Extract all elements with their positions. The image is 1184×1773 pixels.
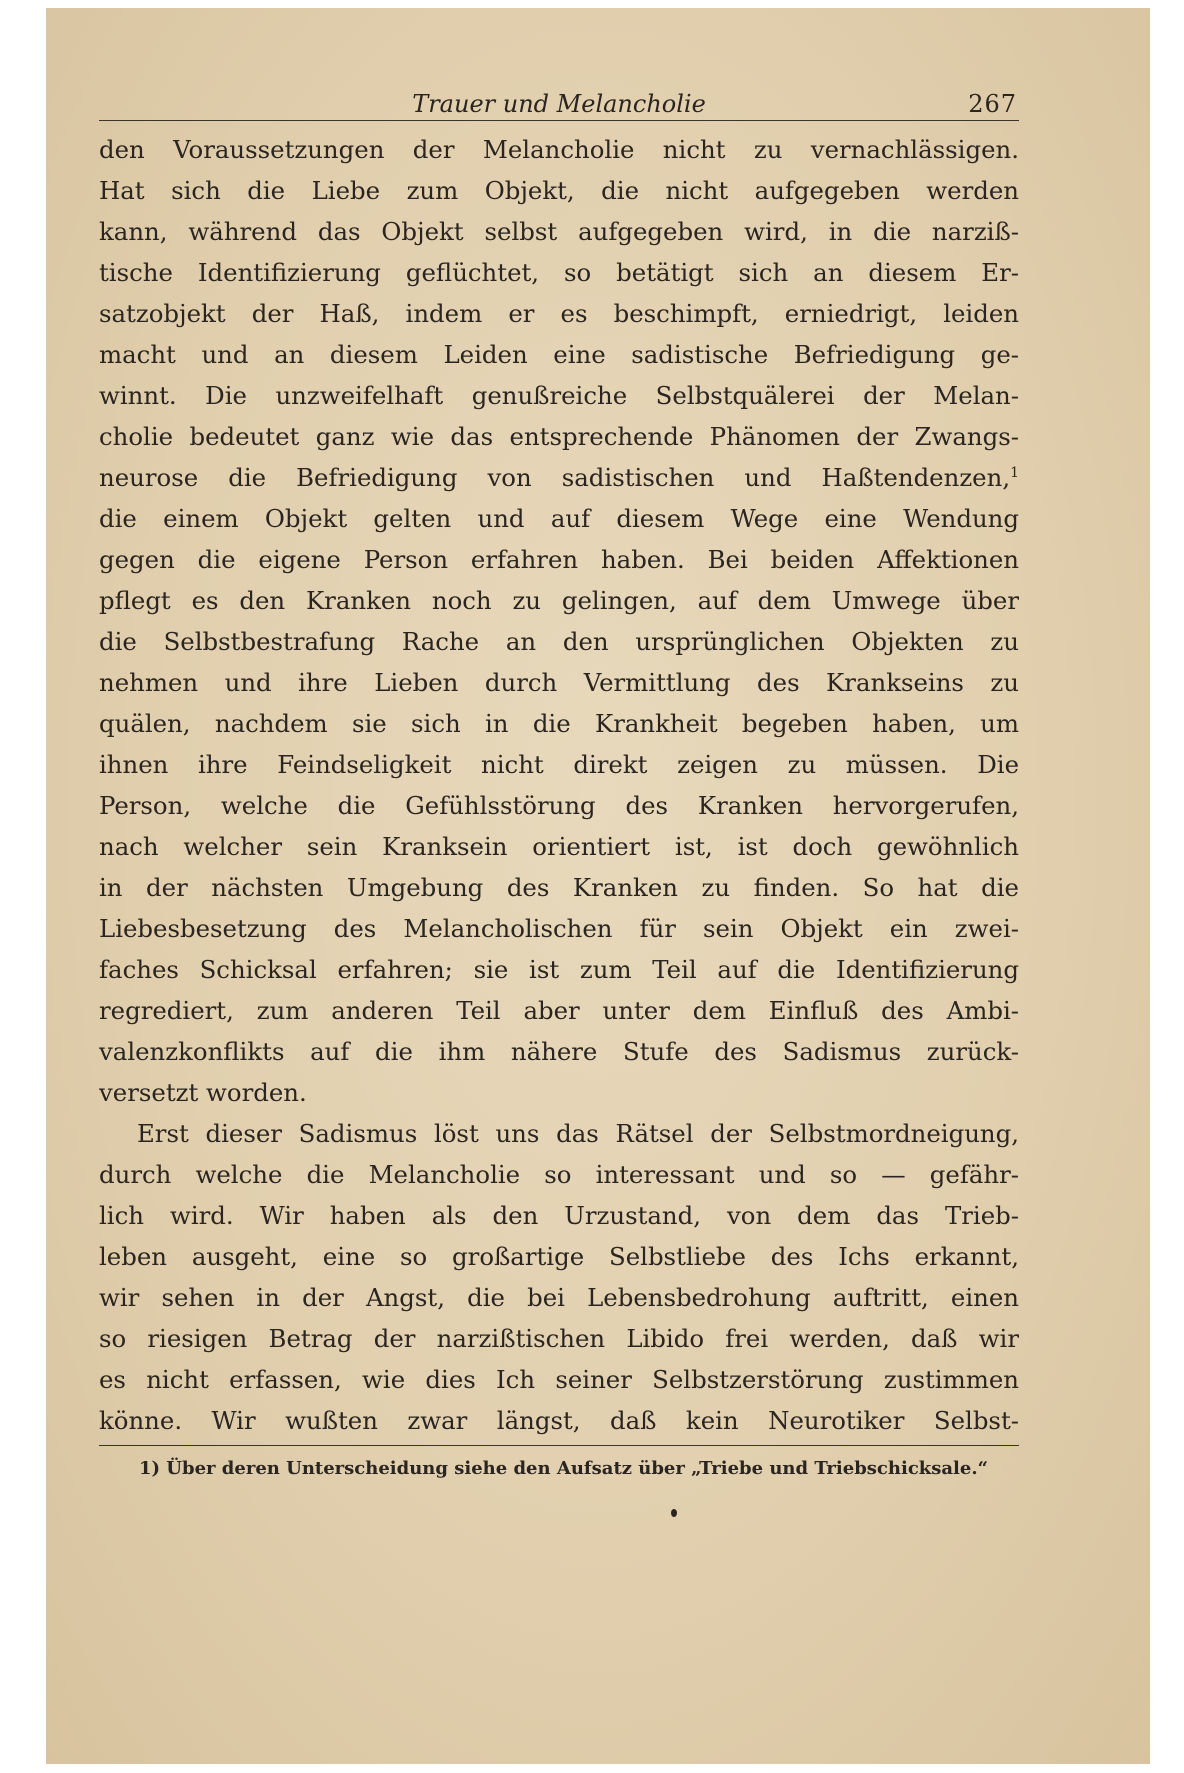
text-line [99, 498, 1019, 539]
text-line [99, 293, 1019, 334]
running-title: Trauer und Melancholie [412, 90, 706, 118]
text-line-content: tische Identifizierung geflüchtet, so betätigt sich an diesem Er- [99, 258, 1019, 287]
text-line [99, 1031, 1019, 1072]
text-line-content: die einem Objekt gelten und auf diesem Wege eine Wendung [99, 504, 1019, 533]
text-line [99, 580, 1019, 621]
footnote-rule [99, 1445, 1019, 1446]
ink-dot [671, 1509, 677, 1517]
text-line-content: in der nächsten Umgebung des Kranken zu finden. So hat die [99, 873, 1019, 902]
text-line [99, 211, 1019, 252]
running-head [99, 82, 1019, 121]
text-line [99, 1400, 1019, 1441]
text-line-content: wir sehen in der Angst, die bei Lebensbedrohung auftritt, einen [99, 1283, 1019, 1312]
text-line [99, 867, 1019, 908]
text-line [99, 990, 1019, 1031]
text-line [99, 1318, 1019, 1359]
text-line-content: Liebesbesetzung des Melancholischen für sein Objekt ein zwei- [99, 914, 1019, 943]
text-line-content: valenzkonflikts auf die ihm nähere Stufe des Sadismus zurück- [99, 1037, 1019, 1066]
text-line [99, 1113, 1019, 1154]
text-line [99, 1277, 1019, 1318]
page-number: 267 [968, 90, 1017, 118]
text-line-content: den Voraussetzungen der Melancholie nicht zu vernachlässigen. [99, 135, 1019, 164]
text-line-content: nehmen und ihre Lieben durch Vermittlung des Krankseins zu [99, 668, 1019, 697]
text-line [99, 1195, 1019, 1236]
text-line [99, 744, 1019, 785]
text-line-content: ihnen ihre Feindseligkeit nicht direkt zeigen zu müssen. Die [99, 750, 1019, 779]
text-line-content: neurose die Befriedigung von sadistischen und Haßtendenzen, [99, 463, 1011, 492]
text-line-content: pflegt es den Kranken noch zu gelingen, auf dem Umwege über [99, 586, 1019, 615]
text-line-content: Person, welche die Gefühlsstörung des Kranken hervorgerufen, [99, 791, 1019, 820]
text-line-content: nach welcher sein Kranksein orientiert ist, ist doch gewöhnlich [99, 832, 1019, 861]
text-line [99, 1236, 1019, 1277]
text-line-content: faches Schicksal erfahren; sie ist zum Teil auf die Identifizierung [99, 955, 1019, 984]
text-line-content: regrediert, zum anderen Teil aber unter dem Einfluß des Ambi- [99, 996, 1019, 1025]
text-line [99, 621, 1019, 662]
text-line-content: könne. Wir wußten zwar längst, daß kein Neurotiker Selbst- [99, 1406, 1019, 1435]
footnote: 1) Über deren Unterscheidung siehe den Aufsatz über „Triebe und Triebschicksale.“ [139, 1458, 988, 1479]
text-line [99, 375, 1019, 416]
text-line-content: satzobjekt der Haß, indem er es beschimpft, erniedrigt, leiden [99, 299, 1019, 328]
text-line [99, 826, 1019, 867]
body-text [99, 129, 1019, 1441]
text-line [99, 539, 1019, 580]
book-page [99, 82, 1019, 1484]
text-line-content: winnt. Die unzweifelhaft genußreiche Selbstquälerei der Melan- [99, 381, 1019, 410]
text-line [99, 1154, 1019, 1195]
text-line-content: gegen die eigene Person erfahren haben. Bei beiden Affektionen [99, 545, 1019, 574]
text-line [99, 785, 1019, 826]
text-line-content: Hat sich die Liebe zum Objekt, die nicht aufgegeben werden [99, 176, 1019, 205]
text-line [99, 129, 1019, 170]
text-line-content: Erst dieser Sadismus löst uns das Rätsel der Selbstmordneigung, [137, 1119, 1019, 1148]
text-line [99, 170, 1019, 211]
text-line-content: leben ausgeht, eine so großartige Selbstliebe des Ichs erkannt, [99, 1242, 1019, 1271]
text-line-content: macht und an diesem Leiden eine sadistische Befriedigung ge- [99, 340, 1019, 369]
text-line [99, 662, 1019, 703]
text-line [99, 1072, 1019, 1113]
text-line-content: die Selbstbestrafung Rache an den ursprünglichen Objekten zu [99, 627, 1019, 656]
text-line-content: versetzt worden. [99, 1078, 307, 1107]
text-line-content: durch welche die Melancholie so interessant und so — gefähr- [99, 1160, 1019, 1189]
text-line-content: quälen, nachdem sie sich in die Krankheit begeben haben, um [99, 709, 1019, 738]
text-line-content: cholie bedeutet ganz wie das entsprechende Phänomen der Zwangs- [99, 422, 1019, 451]
text-line [99, 949, 1019, 990]
text-line [99, 252, 1019, 293]
text-line [99, 334, 1019, 375]
text-line-content: lich wird. Wir haben als den Urzustand, von dem das Trieb- [99, 1201, 1019, 1230]
text-line [99, 908, 1019, 949]
text-line [99, 416, 1019, 457]
text-line-content: kann, während das Objekt selbst aufgegeben wird, in die narziß- [99, 217, 1019, 246]
text-line [99, 1359, 1019, 1400]
text-line-content: es nicht erfassen, wie dies Ich seiner Selbstzerstörung zustimmen [99, 1365, 1019, 1394]
text-line [99, 457, 1019, 498]
text-line [99, 703, 1019, 744]
text-line-content: so riesigen Betrag der narzißtischen Libido frei werden, daß wir [99, 1324, 1019, 1353]
footnote-marker: 1 [1010, 464, 1019, 481]
